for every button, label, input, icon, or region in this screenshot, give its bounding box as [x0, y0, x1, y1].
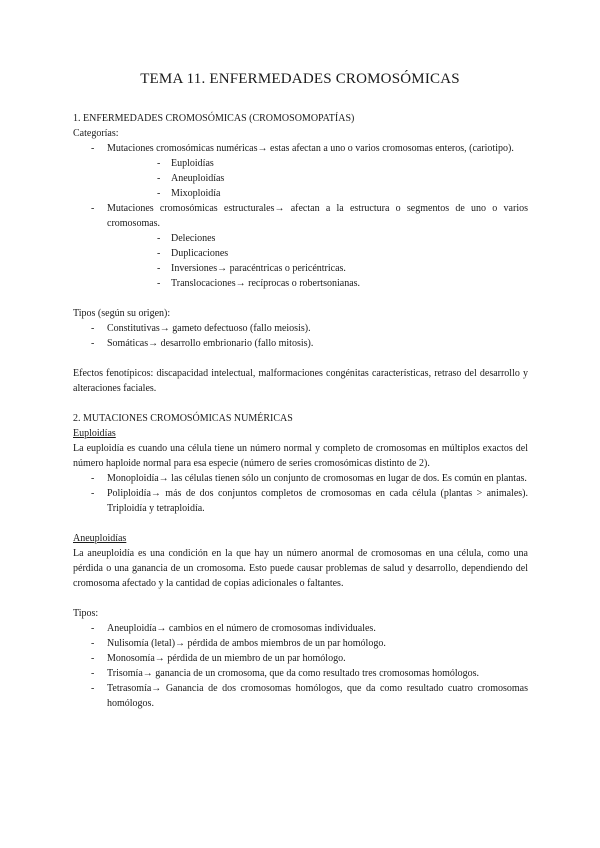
sublist: [107, 156, 528, 201]
euploidias-paragraph: La euploidía es cuando una célula tiene un número normal y completo de cromosomas en múltiplos exactos del número haploide normal para esa especie (número de series cromosómicas distinto de 2).: [73, 443, 528, 469]
euploidias-heading: Euploidías: [73, 428, 116, 439]
tipos-origen-list: [73, 321, 528, 351]
list-item: - Translocaciones→ recíprocas o robertsonianas.: [107, 276, 528, 291]
tipos-origen-label: Tipos (según su origen):: [73, 308, 171, 319]
list-item: - Aneuploidías: [107, 171, 528, 186]
list-item: - Inversiones→ paracéntricas o pericéntricas.: [107, 261, 528, 276]
list-item: - Poliploidía→ más de dos conjuntos completos de cromosomas en cada célula (plantas > animales). Triploidía y tetraploidía.: [73, 486, 528, 516]
document-body: [73, 111, 528, 711]
list-item: - Tetrasomía→ Ganancia de dos cromosomas homólogos, que da como resultado cuatro cromosomas homólogos.: [73, 681, 528, 711]
list-item: - Euploidías: [107, 156, 528, 171]
efectos-paragraph: Efectos fenotípicos: discapacidad intelectual, malformaciones congénitas características, retraso del desarrollo y alteraciones faciales.: [73, 368, 528, 394]
list-item: - Trisomía→ ganancia de un cromosoma, que da como resultado tres cromosomas homólogos.: [73, 666, 528, 681]
categories-list: [73, 141, 528, 291]
list-item: - Aneuploidía→ cambios en el número de cromosomas individuales.: [73, 621, 528, 636]
category-text: Mutaciones cromosómicas numéricas→ estas afectan a uno o varios cromosomas enteros, (cariotipo).: [107, 143, 514, 154]
section2-heading: 2. MUTACIONES CROMOSÓMICAS NUMÉRICAS: [73, 413, 293, 424]
aneuploidias-heading: Aneuploidías: [73, 533, 127, 544]
list-item: [73, 201, 528, 291]
list-item: - Deleciones: [107, 231, 528, 246]
sublist: [107, 231, 528, 291]
list-item: [73, 141, 528, 201]
categorias-label: Categorías:: [73, 128, 119, 139]
list-item: - Monoploidía→ las células tienen sólo un conjunto de cromosomas en lugar de dos. Es común en plantas.: [73, 471, 528, 486]
tipos-list: [73, 621, 528, 711]
list-item: - Duplicaciones: [107, 246, 528, 261]
list-item: - Somáticas→ desarrollo embrionario (fallo mitosis).: [73, 336, 528, 351]
list-item: - Constitutivas→ gameto defectuoso (fallo meiosis).: [73, 321, 528, 336]
document-title: TEMA 11. ENFERMEDADES CROMOSÓMICAS: [140, 71, 460, 87]
list-item: - Mixoploidía: [107, 186, 528, 201]
category-text: Mutaciones cromosómicas estructurales→ afectan a la estructura o segmentos de uno o varios cromosomas.: [107, 203, 528, 229]
aneuploidias-paragraph: La aneuploidía es una condición en la que hay un número anormal de cromosomas en una célula, como una pérdida o una ganancia de un cromosoma. Esto puede causar problemas de salud y desarrollo, dependiendo del cromosoma afectado y la cantidad de copias adicionales o faltantes.: [73, 548, 528, 589]
euploidias-list: [73, 471, 528, 516]
list-item: - Monosomía→ pérdida de un miembro de un par homólogo.: [73, 651, 528, 666]
list-item: - Nulisomía (letal)→ pérdida de ambos miembros de un par homólogo.: [73, 636, 528, 651]
section1-heading: 1. ENFERMEDADES CROMOSÓMICAS (CROMOSOMOPATÍAS): [73, 113, 355, 124]
tipos-label: Tipos:: [73, 608, 99, 619]
